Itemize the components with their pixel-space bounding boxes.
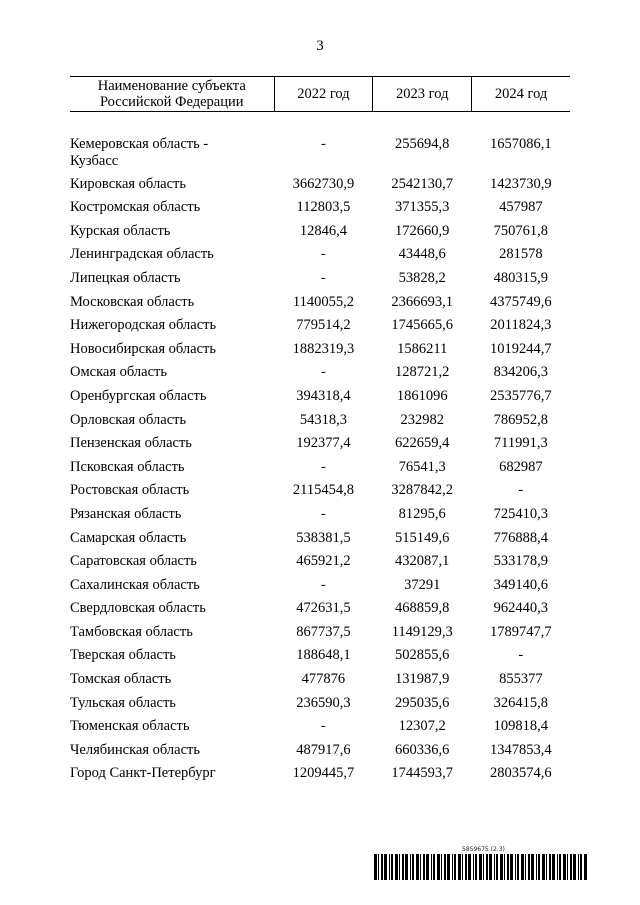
table-row [70,246,570,270]
barcode-bar [458,854,461,880]
column-header-2024: 2024 год [472,77,570,112]
value-2022-cell: 188648,1 [296,647,351,664]
region-name-cell: Костромская область [70,199,201,216]
table-row [70,317,570,341]
barcode-bar [563,854,566,880]
barcode-bar [374,854,377,880]
barcode-bar [452,854,453,880]
barcode-bar [384,854,387,880]
value-2022-cell: 487917,6 [296,741,351,758]
region-name-cell: Кировская область [70,175,187,192]
region-name-cell: Тульская область [70,694,176,711]
barcode-bar [570,854,572,880]
barcode-bar [552,854,555,880]
table-row [70,765,570,789]
table-row [70,223,570,247]
table-row [70,341,570,365]
barcode-bar [483,854,484,880]
barcode-bar [402,854,404,880]
region-name-cell: Томская область [70,671,172,688]
barcode-bar [437,854,440,880]
value-2023-cell: 622659,4 [395,435,450,452]
value-2024-cell: 2803574,6 [490,765,552,782]
value-2024-cell: 480315,9 [493,269,549,286]
page-number: 3 [316,38,324,54]
value-2024-cell: - [518,647,524,664]
value-2022-cell: 236590,3 [296,694,351,711]
value-2022-cell: 472631,5 [296,600,351,617]
table-spacer [70,112,570,136]
barcode-bar [542,854,545,880]
barcode-bar [504,854,505,880]
table-row [70,199,570,223]
barcode-bar [479,854,482,880]
value-2023-cell: 76541,3 [398,458,446,475]
barcode-bar [515,854,516,880]
table-row [70,270,570,294]
value-2022-cell: 867737,5 [296,623,351,640]
value-2022-cell: - [320,505,326,522]
value-2023-cell: 43448,6 [398,246,446,263]
barcode-bar [447,854,450,880]
value-2023-cell: 3287842,2 [391,482,454,499]
column-header-2023: 2023 год [373,77,472,112]
barcode-bar [500,854,503,880]
barcode-bar [433,854,435,880]
barcode-bar [475,854,477,880]
region-name-cell: Оренбургская область [70,387,207,404]
value-2022-cell: - [320,576,326,593]
barcode-bar [465,854,467,880]
value-2022-cell: - [320,718,326,735]
value-2022-cell: 54318,3 [299,411,347,428]
table-row [70,388,570,412]
region-name-cell: Пензенская область [70,435,192,452]
barcode-bar [580,854,582,880]
barcode-bar [486,854,488,880]
value-2022-cell: 1140055,2 [292,293,354,310]
region-name-cell: Курская область [70,222,171,239]
barcode-bar [391,854,393,880]
table-body [70,112,570,790]
value-2022-cell: - [320,135,326,152]
barcode-image [374,854,590,880]
barcode-bar [473,854,474,880]
value-2024-cell: 834206,3 [493,364,549,381]
barcode-bar [423,854,425,880]
table-row [70,294,570,318]
value-2023-cell: 53828,2 [398,269,446,286]
value-2023-cell: 660336,6 [395,741,450,758]
value-2023-cell: 1149129,3 [391,623,453,640]
table-row [70,695,570,719]
table-row [70,412,570,436]
barcode-bar [573,854,576,880]
value-2024-cell: 682987 [499,458,543,475]
value-2023-cell: 131987,9 [395,671,450,688]
value-2022-cell: 12846,4 [299,222,347,239]
value-2023-cell: 12307,2 [398,718,446,735]
value-2024-cell: - [518,482,524,499]
value-2024-cell: 326415,8 [493,694,549,711]
region-name-cell: Псковская область [70,458,185,475]
barcode-bar [536,854,537,880]
value-2022-cell: 112803,5 [296,199,351,216]
barcode-bar [507,854,509,880]
table-row [70,176,570,200]
barcode-bar [517,854,519,880]
value-2023-cell: 515149,6 [395,529,450,546]
value-2023-cell: 1745665,6 [391,317,454,334]
barcode-bar [416,854,419,880]
barcode-bar [494,854,495,880]
column-header-region: Наименование субъекта Российской Федерации [70,77,274,112]
value-2023-cell: 432087,1 [395,553,450,570]
column-header-2022: 2022 год [274,77,373,112]
barcode-bar [381,854,383,880]
value-2024-cell: 533178,9 [493,553,549,570]
value-2023-cell: 468859,8 [395,600,450,617]
region-name-cell: Город Санкт-Петербург [70,765,216,782]
region-name-cell: Тамбовская область [70,623,193,640]
value-2023-cell: 1586211 [397,340,448,357]
barcode-bar [405,854,408,880]
value-2024-cell: 750761,8 [493,222,549,239]
table-row [70,136,570,176]
value-2024-cell: 349140,6 [493,576,549,593]
table-row [70,577,570,601]
regional-data-table [70,76,570,789]
barcode-bar [454,854,456,880]
value-2022-cell: 3662730,9 [292,175,355,192]
barcode-bar [567,854,568,880]
value-2024-cell: 1789747,7 [490,623,552,640]
table-row [70,624,570,648]
table-row [70,435,570,459]
value-2022-cell: - [320,269,326,286]
table-row [70,718,570,742]
value-2022-cell: - [320,364,326,381]
table-row [70,647,570,671]
table-row [70,506,570,530]
value-2023-cell: 255694,8 [395,135,450,152]
value-2024-cell: 725410,3 [493,505,549,522]
value-2024-cell: 281578 [499,246,543,263]
barcode-bar [557,854,558,880]
value-2022-cell: 1209445,7 [292,765,355,782]
table-row [70,671,570,695]
value-2023-cell: 81295,6 [398,505,446,522]
value-2024-cell: 962440,3 [493,600,549,617]
table-row [70,553,570,577]
value-2023-cell: 2366693,1 [391,293,454,310]
region-name-cell: Московская область [70,293,195,310]
value-2022-cell: - [320,458,326,475]
value-2023-cell: 295035,6 [395,694,450,711]
barcode-bar [395,854,398,880]
region-name-cell: Челябинская область [70,741,200,758]
region-name-cell: Тюменская область [70,718,190,735]
barcode-bar [410,854,411,880]
barcode-bar [525,854,526,880]
value-2023-cell: 172660,9 [395,222,450,239]
value-2023-cell: 1861096 [396,387,448,404]
value-2022-cell: 2115454,8 [292,482,354,499]
barcode-bar [549,854,551,880]
region-name-cell: Нижегородская область [70,317,217,334]
region-name-cell: Липецкая область [70,269,181,286]
table-row [70,600,570,624]
value-2024-cell: 776888,4 [493,529,549,546]
region-name-cell: Саратовская область [70,553,197,570]
barcode-bar [412,854,414,880]
region-name-cell: Новосибирская область [70,340,216,357]
barcode-bar [468,854,471,880]
value-2024-cell: 4375749,6 [490,293,552,310]
barcode-bar [496,854,498,880]
value-2022-cell: 192377,4 [296,435,351,452]
table-row [70,530,570,554]
table-header-row [70,77,570,112]
barcode-bar [578,854,579,880]
value-2023-cell: 37291 [404,576,441,593]
value-2024-cell: 1423730,9 [490,175,552,192]
value-2023-cell: 232982 [400,411,444,428]
table-row [70,482,570,506]
table-row [70,742,570,766]
region-name-cell: Ростовская область [70,482,190,499]
barcode-bar [441,854,442,880]
value-2024-cell: 1019244,7 [490,340,552,357]
value-2022-cell: 1882319,3 [292,340,355,357]
value-2022-cell: - [320,246,326,263]
region-name-cell: Самарская область [70,529,187,546]
value-2024-cell: 457987 [499,199,543,216]
value-2022-cell: 779514,2 [296,317,351,334]
value-2024-cell: 1347853,4 [490,741,552,758]
table-row [70,459,570,483]
barcode-bar [444,854,446,880]
value-2024-cell: 1657086,1 [490,135,552,152]
barcode-bar [546,854,547,880]
region-name-cell: Омская область [70,364,167,381]
value-2023-cell: 371355,3 [395,199,450,216]
barcode-bar [510,854,513,880]
barcode-bar [378,854,379,880]
barcode-bar [521,854,524,880]
region-name-cell: Орловская область [70,411,187,428]
value-2023-cell: 128721,2 [395,364,450,381]
region-name-cell: Ленинградская область [70,246,214,263]
barcode-bar [462,854,463,880]
barcode-bar [399,854,400,880]
value-2022-cell: 477876 [301,671,346,688]
value-2023-cell: 502855,6 [395,647,450,664]
value-2022-cell: 394318,4 [296,387,351,404]
region-name-cell: Тверская область [70,647,176,664]
value-2022-cell: 465921,2 [296,553,351,570]
region-name-cell: Рязанская область [70,505,182,522]
barcode-bar [584,854,587,880]
barcode-label: 5859675 (2.3) [462,846,505,853]
region-name-cell: Кемеровская область - Кузбасс [70,135,209,169]
value-2024-cell: 2535776,7 [490,387,552,404]
value-2024-cell: 2011824,3 [490,317,552,334]
value-2024-cell: 786952,8 [493,411,549,428]
barcode-bar [489,854,492,880]
barcode-bar [389,854,390,880]
barcode-bar [431,854,432,880]
value-2023-cell: 1744593,7 [391,765,454,782]
value-2022-cell: 538381,5 [296,529,351,546]
region-name-cell: Сахалинская область [70,576,200,593]
barcode-bar [559,854,561,880]
barcode-bar [531,854,534,880]
barcode-bar [420,854,421,880]
barcode-bar [426,854,429,880]
region-name-cell: Свердловская область [70,600,206,617]
value-2023-cell: 2542130,7 [391,175,454,192]
value-2024-cell: 855377 [499,671,543,688]
barcode-bar [538,854,540,880]
value-2024-cell: 711991,3 [493,435,548,452]
value-2024-cell: 109818,4 [493,718,549,735]
table-row [70,364,570,388]
barcode-bar [528,854,530,880]
